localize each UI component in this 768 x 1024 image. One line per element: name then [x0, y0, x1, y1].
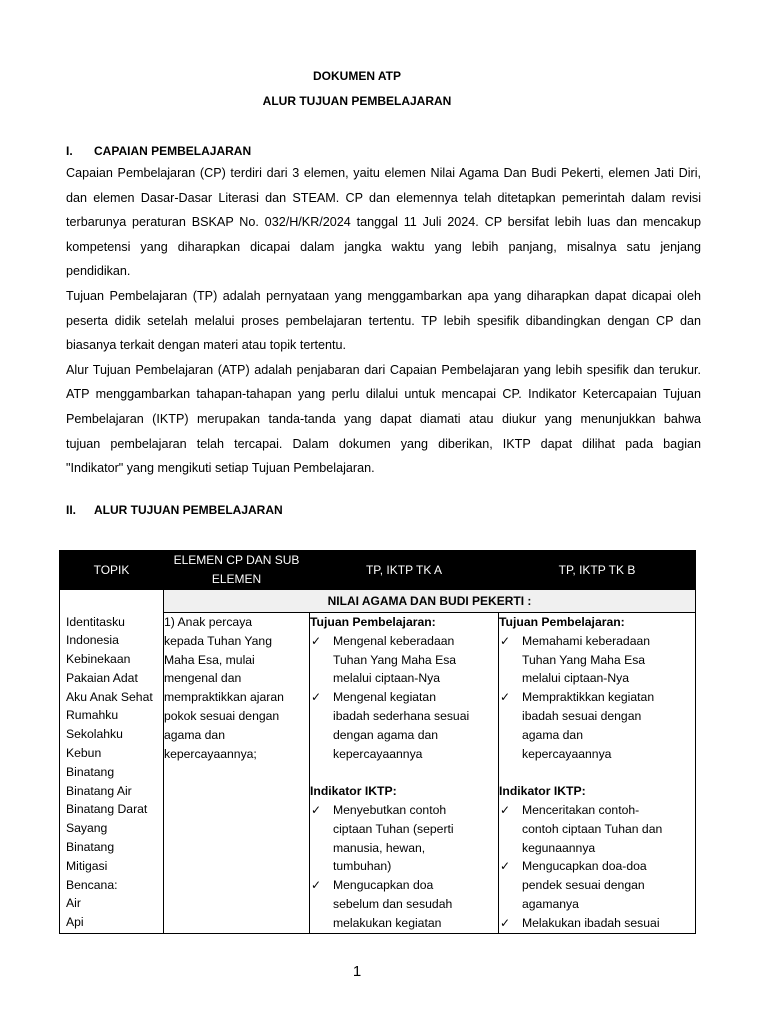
topik-item: Kebinekaan [66, 652, 131, 667]
tk-b-iktp-label: Indikator IKTP: [499, 784, 586, 799]
topik-item: Aku Anak Sehat [66, 689, 153, 704]
list-item [310, 632, 498, 688]
topik-item: Binatang Darat [66, 802, 148, 817]
list-item [499, 914, 695, 933]
check-icon: ✓ [500, 802, 511, 817]
list-item-line: contoh ciptaan Tuhan dan [522, 821, 663, 836]
tk-b-tp-list [499, 632, 695, 764]
topik-item: Identitasku [66, 614, 125, 629]
topik-item: Binatang [66, 764, 115, 779]
paragraph-line: Pembelajaran (IKTP) merupakan tanda-tanda yang dapat diamati atau diukur yang menunjukkan bahwa [66, 411, 701, 426]
check-icon: ✓ [311, 690, 322, 705]
list-item-line: melalui ciptaan-Nya [522, 671, 630, 686]
check-icon: ✓ [500, 915, 511, 930]
elemen-line: mengenal dan [164, 671, 242, 686]
list-item-line: Melakukan ibadah sesuai [522, 915, 660, 930]
section-2-title: ALUR TUJUAN PEMBELAJARAN [94, 503, 283, 517]
section-2-heading [66, 503, 366, 519]
paragraph-line: dan elemen Dasar-Dasar Literasi dan STEAM. CP dan elemennya telah ditetapkan pemerintah dalam revisi [66, 190, 701, 205]
list-item [310, 801, 498, 876]
list-item-line: Memahami keberadaan [522, 633, 651, 648]
list-item-line: melalui ciptaan-Nya [333, 671, 441, 686]
paragraph-line: pendidikan. [66, 264, 131, 279]
tk-b-iktp-list [499, 801, 695, 933]
check-icon: ✓ [311, 878, 322, 893]
list-item-line: ibadah sesuai dengan [522, 708, 642, 723]
topik-item: Pakaian Adat [66, 670, 138, 685]
list-item-line: melakukan kegiatan [333, 915, 442, 930]
section-1-body [66, 161, 701, 481]
list-item-line: agamanya [522, 896, 579, 911]
tk-a-tp-label: Tujuan Pembelajaran: [310, 615, 436, 629]
header-tk-b: TP, IKTP TK B [499, 551, 696, 590]
check-icon: ✓ [500, 633, 511, 648]
list-item-line: Menceritakan contoh- [522, 802, 640, 817]
elemen-line: pokok sesuai dengan [164, 708, 280, 723]
elemen-line: 1) Anak percaya [164, 615, 253, 629]
document-title: DOKUMEN ATP [313, 69, 401, 83]
table-subheading-row [60, 590, 696, 613]
topik-item: Binatang Air [66, 783, 132, 798]
atp-table [59, 550, 696, 934]
paragraph-line: peserta didik setelah melalui proses pembelajaran tertentu. TP lebih spesifik dibandingkan dengan CP dan [66, 313, 701, 328]
elemen-line: kepercayaannya; [164, 746, 257, 761]
list-item-line: Mengucapkan doa-doa [522, 859, 647, 874]
list-item [499, 857, 695, 913]
subheading-cell: NILAI AGAMA DAN BUDI PEKERTI : [164, 590, 696, 613]
paragraph-line: kompetensi yang diharapkan dicapai dalam jangka waktu yang lebih panjang, misalnya satu jenjang [66, 239, 701, 254]
header-elemen-line: ELEMEN CP DAN SUB [173, 553, 300, 567]
header-elemen-line: ELEMEN [211, 572, 262, 586]
paragraph-line: Tujuan Pembelajaran (TP) adalah pernyataan yang menggambarkan apa yang diharapkan dapat dicapai oleh [66, 288, 701, 303]
list-item-line: pendek sesuai dengan [522, 878, 645, 893]
list-item-line: Tuhan Yang Maha Esa [522, 652, 646, 667]
topik-item: Air [66, 896, 81, 911]
list-item-line: sebelum dan sesudah [333, 896, 453, 911]
topik-item: Sekolahku [66, 727, 123, 742]
table-row [60, 613, 696, 934]
section-2-number: II. [66, 503, 77, 517]
list-item [310, 876, 498, 932]
list-item-line: Mempraktikkan kegiatan [522, 690, 655, 705]
topik-spacer-cell [60, 590, 164, 613]
paragraph-line: Capaian Pembelajaran (CP) terdiri dari 3 elemen, yaitu elemen Nilai Agama Dan Budi Pekerti, elemen Jati Diri, [66, 166, 701, 180]
list-item-line: dengan agama dan [333, 727, 439, 742]
tk-a-iktp-list [310, 801, 498, 933]
paragraph-line: ATP menggambarkan tahapan-tahapan yang perlu dilalui untuk mencapai CP. Indikator Ketercapaian Tujuan [66, 387, 701, 402]
list-item [499, 688, 695, 763]
topik-item: Kebun [66, 746, 102, 761]
list-item-line: manusia, hewan, [333, 840, 426, 855]
check-icon: ✓ [500, 859, 511, 874]
list-item-line: Tuhan Yang Maha Esa [333, 652, 457, 667]
topik-item: Sayang [66, 821, 108, 836]
list-item [499, 632, 695, 688]
paragraph-line: terbarunya peraturan BSKAP No. 032/H/KR/2024 tanggal 11 Juli 2024. CP bersifat lebih luas dan mencakup [66, 215, 701, 230]
elemen-line: kepada Tuhan Yang [164, 633, 272, 648]
document-subtitle: ALUR TUJUAN PEMBELAJARAN [262, 94, 452, 108]
list-item-line: Menyebutkan contoh [333, 802, 447, 817]
check-icon: ✓ [311, 802, 322, 817]
elemen-line: Maha Esa, mulai [164, 652, 255, 667]
paragraph-line: tujuan pembelajaran telah tercapai. Dalam dokumen yang diberikan, IKTP dapat dilihat pada bagian [66, 436, 701, 451]
section-1-number: I. [66, 144, 73, 158]
elemen-line: agama dan [164, 727, 225, 742]
list-item-line: agama dan [522, 727, 583, 742]
check-icon: ✓ [311, 633, 322, 648]
list-item-line: tumbuhan) [333, 859, 392, 874]
paragraph-line: Alur Tujuan Pembelajaran (ATP) adalah penjabaran dari Capaian Pembelajaran yang lebih spesifik dan terukur. [66, 362, 701, 377]
section-1-heading [66, 144, 366, 160]
list-item [499, 801, 695, 857]
topik-item: Mitigasi [66, 858, 108, 873]
topik-item: Api [66, 915, 84, 930]
header-tk-a: TP, IKTP TK A [310, 551, 499, 590]
paragraph-line: biasanya terkait dengan materi atau topik tertentu. [66, 338, 347, 353]
table-header-row [60, 551, 696, 590]
list-item-line: kepercayaannya [333, 746, 423, 761]
paragraph-line: "Indikator" yang mengikuti setiap Tujuan Pembelajaran. [66, 461, 375, 476]
section-1-title: CAPAIAN PEMBELAJARAN [94, 144, 252, 158]
page-number: 1 [352, 963, 362, 980]
topik-item: Rumahku [66, 708, 119, 723]
tk-a-tp-list [310, 632, 498, 764]
check-icon: ✓ [500, 690, 511, 705]
list-item-line: ibadah sederhana sesuai [333, 708, 470, 723]
list-item-line: Mengenal keberadaan [333, 633, 455, 648]
list-item-line: ciptaan Tuhan (seperti [333, 821, 454, 836]
elemen-cell [164, 613, 310, 934]
header-topik: TOPIK [60, 551, 164, 590]
list-item-line: kepercayaannya [522, 746, 612, 761]
tk-a-cell [310, 613, 499, 934]
list-item-line: Mengucapkan doa [333, 878, 434, 893]
topik-item: Indonesia [66, 633, 119, 648]
tk-b-tp-label: Tujuan Pembelajaran: [499, 615, 625, 629]
topik-cell [60, 613, 164, 934]
list-item-line: Mengenal kegiatan [333, 690, 436, 705]
tk-b-cell [499, 613, 696, 934]
tk-a-iktp-label: Indikator IKTP: [310, 784, 397, 799]
elemen-line: mempraktikkan ajaran [164, 690, 284, 705]
header-elemen [164, 551, 310, 590]
topik-item: Bencana: [66, 877, 118, 892]
list-item [310, 688, 498, 763]
list-item-line: kegunaannya [522, 840, 596, 855]
topik-item: Binatang [66, 840, 115, 855]
